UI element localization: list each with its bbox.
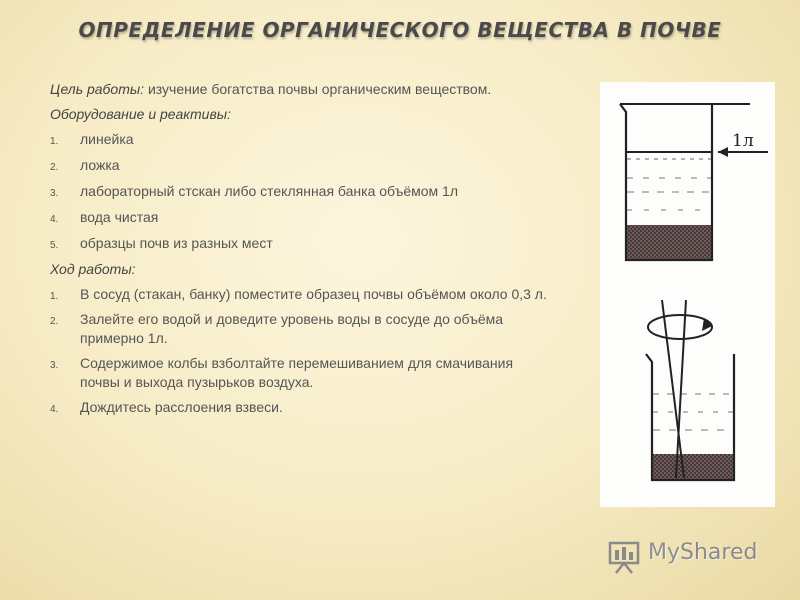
list-item: 1. В сосуд (стакан, банку) поместите образец почвы объёмом около 0,3 л.	[50, 286, 547, 302]
procedure-list	[50, 285, 550, 417]
myshared-watermark: MyShared	[648, 540, 758, 565]
beaker-top	[620, 104, 768, 260]
beaker-bottom	[646, 300, 734, 480]
equipment-list	[50, 130, 550, 253]
list-item: 2. Залейте его водой и доведите уровень воды в сосуде до объёма примерно 1л.	[50, 311, 504, 346]
list-item: 1. линейка	[50, 131, 134, 147]
list-item: 3. лабораторный стскан либо стеклянная банка объёмом 1л	[50, 183, 459, 199]
myshared-logo-icon	[607, 537, 643, 577]
procedure-label: Ход работы:	[50, 261, 136, 277]
goal-text: изучение богатства почвы органическим веществом.	[147, 81, 492, 97]
list-item: 3. Содержимое колбы взболтайте перемешиванием для смачивания почвы и выхода пузырьков воздуха.	[50, 355, 514, 390]
list-item: 4. вода чистая	[50, 209, 159, 225]
slide-title: ОПРЕДЕЛЕНИЕ ОРГАНИЧЕСКОГО ВЕЩЕСТВА В ПОЧВЕ	[78, 18, 722, 42]
beaker-drawing	[600, 82, 775, 507]
slide-body	[50, 80, 550, 423]
beaker-illustration	[600, 82, 775, 507]
equipment-label: Оборудование и реактивы:	[50, 106, 231, 122]
volume-label: 1л	[732, 131, 754, 151]
list-item: 2. ложка	[50, 157, 120, 173]
goal-paragraph	[50, 80, 550, 99]
list-item: 4. Дождитесь расслоения взвеси.	[50, 399, 283, 415]
goal-label: Цель работы:	[50, 81, 145, 97]
list-item: 5. образцы почв из разных мест	[50, 235, 273, 251]
